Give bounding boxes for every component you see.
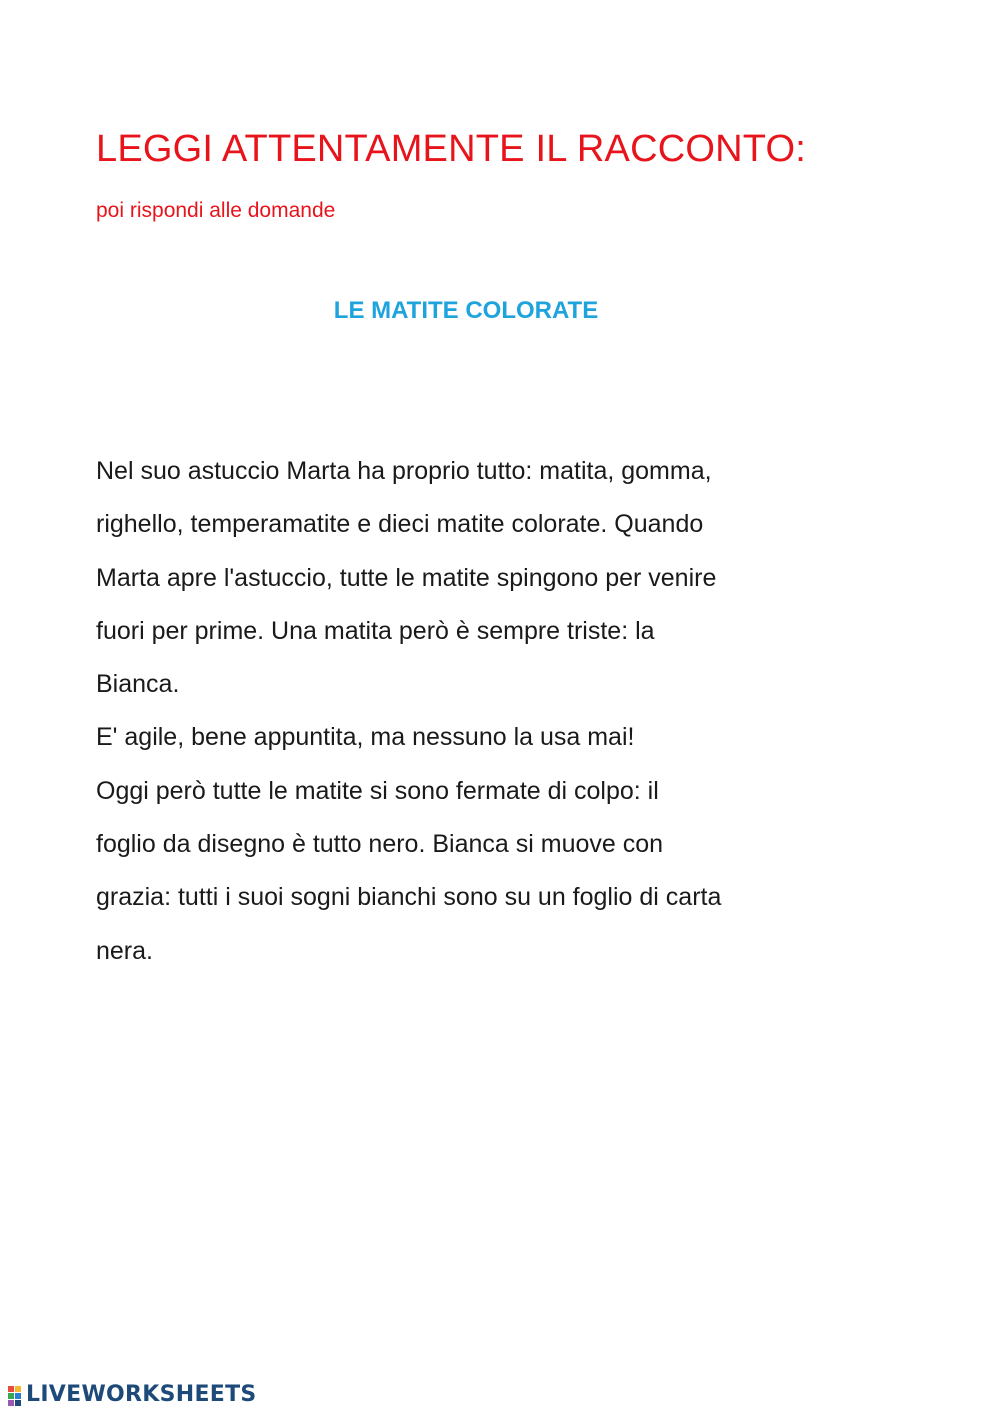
story-line: Nel suo astuccio Marta ha proprio tutto: matita, gomma,: [96, 457, 712, 485]
liveworksheets-logo-icon: [8, 1384, 24, 1406]
story-title: LE MATITE COLORATE: [333, 297, 599, 324]
story-line: Bianca.: [96, 670, 180, 699]
page-title: LEGGI ATTENTAMENTE IL RACCONTO:: [96, 128, 806, 170]
story-line: E' agile, bene appuntita, ma nessuno la usa mai!: [96, 723, 635, 752]
liveworksheets-logo-text: LIVEWORKSHEETS: [26, 1382, 257, 1407]
story-text: [96, 451, 856, 984]
story-line: Marta apre l'astuccio, tutte le matite spingono per venire: [96, 563, 717, 592]
story-line: nera.: [96, 936, 153, 965]
story-line: righello, temperamatite e dieci matite colorate. Quando: [96, 510, 704, 539]
story-line: grazia: tutti i suoi sogni bianchi sono su un foglio di carta: [96, 883, 722, 912]
story-line: Oggi però tutte le matite si sono fermate di colpo: il: [96, 776, 659, 805]
story-line: foglio da disegno è tutto nero. Bianca si muove con: [96, 830, 664, 859]
story-line: fuori per prime. Una matita però è sempre triste: la: [96, 616, 655, 645]
page-subtitle: poi rispondi alle domande: [96, 199, 336, 222]
footer-logo: [8, 1382, 257, 1408]
